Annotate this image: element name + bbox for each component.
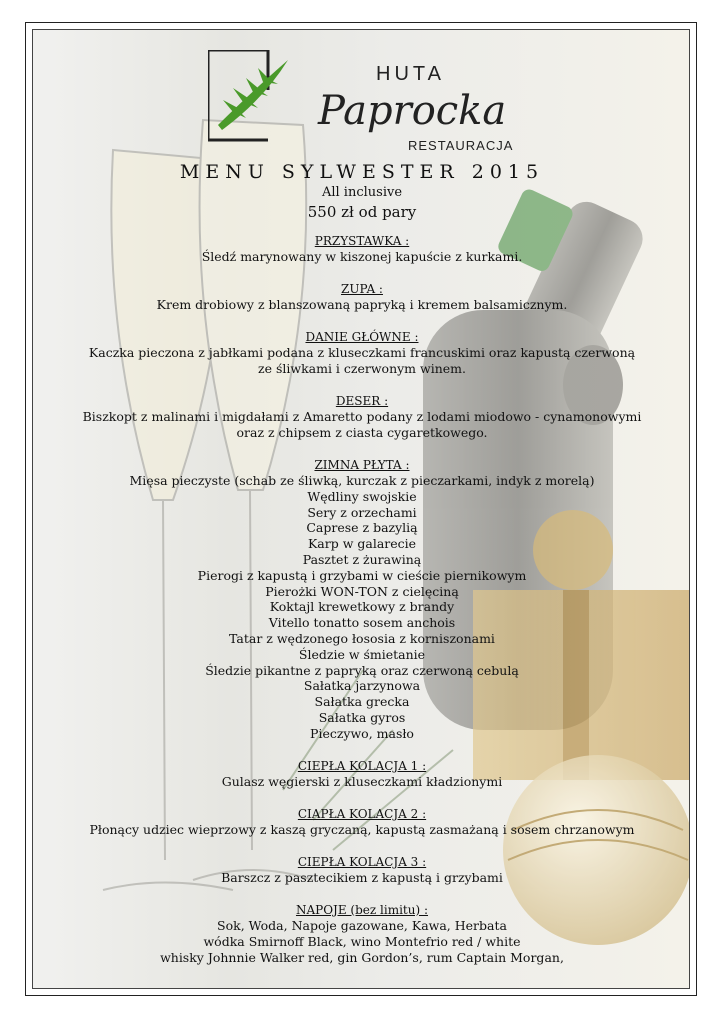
logo-huta: HUTA	[376, 63, 445, 85]
fern-leaf-icon	[218, 60, 288, 130]
menu-item: Krem drobiowy z blanszowaną papryką i kremem balsamicznym.	[156, 297, 568, 312]
menu-item: ze śliwkami i czerwonym winem.	[258, 361, 466, 376]
section-heading-danie: DANIE GŁÓWNE :	[305, 330, 419, 344]
menu-item: Mięsa pieczyste (schab ze śliwką, kurczak z pieczarkami, indyk z morelą)	[129, 473, 595, 488]
menu-item: Sok, Woda, Napoje gazowane, Kawa, Herbata	[217, 917, 507, 933]
zimna-plyta-list	[33, 473, 690, 742]
logo-paprocka: Paprocka	[318, 88, 507, 134]
menu-item: Sałatka gyros	[318, 709, 406, 725]
menu-item: Gulasz węgierski z kluseczkami kładzionymi	[221, 773, 503, 789]
logo-restauracja: RESTAURACJA	[408, 138, 514, 153]
menu-item: oraz z chipsem z ciasta cygaretkowego.	[236, 425, 488, 440]
restaurant-logo	[208, 50, 568, 160]
menu-item: Śledzie w śmietanie	[298, 646, 426, 662]
menu-price: 550 zł od pary	[307, 203, 417, 221]
menu-subtitle: All inclusive	[321, 185, 403, 200]
section-heading-kolacja-1: CIEPŁA KOLACJA 1 :	[297, 758, 427, 773]
menu-item: Sery z orzechami	[307, 504, 417, 520]
section-heading-zimna: ZIMNA PŁYTA :	[314, 458, 410, 472]
menu-item: Koktajl krewetkowy z brandy	[269, 599, 455, 615]
menu-item: Wędliny swojskie	[307, 488, 417, 504]
section-heading-kolacja-3: CIEPŁA KOLACJA 3 :	[297, 854, 427, 869]
menu-item: Pierogi z kapustą i grzybami w cieście piernikowym	[197, 567, 527, 583]
section-heading-przystawka: PRZYSTAWKA :	[314, 234, 410, 248]
section-heading-kolacja-2: CIAPŁA KOLACJA 2 :	[297, 806, 427, 821]
menu-item: Karp w galarecie	[307, 536, 417, 552]
section-heading-napoje: NAPOJE (bez limitu) :	[295, 902, 429, 917]
menu-item: Pieczywo, masło	[310, 725, 414, 741]
menu-item: wódka Smirnoff Black, wino Montefrio red / white	[203, 933, 521, 949]
menu-item: Płonący udziec wieprzowy z kaszą gryczaną, kapustą zasmażaną i sosem chrzanowym	[89, 821, 635, 837]
menu-item: Pasztet z żurawiną	[302, 551, 422, 567]
section-heading-zupa: ZUPA :	[341, 282, 383, 296]
menu-item: Śledź marynowany w kiszonej kapuście z kurkami.	[201, 249, 523, 264]
menu-item: Tatar z wędzonego łososia z korniszonami	[229, 630, 495, 646]
menu-title: MENU SYLWESTER 2015	[179, 161, 545, 183]
menu-item: Biszkopt z malinami i migdałami z Amaretto podany z lodami miodowo - cynamonowymi	[82, 409, 642, 424]
menu-content	[33, 160, 690, 966]
menu-item: whisky Johnnie Walker red, gin Gordon’s, rum Captain Morgan,	[160, 949, 564, 965]
menu-item: Barszcz z pasztecikiem z kapustą i grzybami	[221, 869, 503, 885]
menu-page	[32, 29, 690, 989]
menu-item: Caprese z bazylią	[306, 520, 418, 536]
menu-item: Vitello tonatto sosem anchois	[268, 615, 456, 631]
menu-item: Kaczka pieczona z jabłkami podana z kluseczkami francuskimi oraz kapustą czerwoną	[88, 345, 636, 360]
menu-item: Śledzie pikantne z papryką oraz czerwoną cebulą	[205, 662, 519, 678]
menu-item: Sałatka grecka	[314, 694, 410, 710]
section-heading-deser: DESER :	[335, 394, 389, 408]
menu-item: Pierożki WON-TON z cielęciną	[265, 583, 459, 599]
menu-item: Sałatka jarzynowa	[303, 678, 421, 694]
